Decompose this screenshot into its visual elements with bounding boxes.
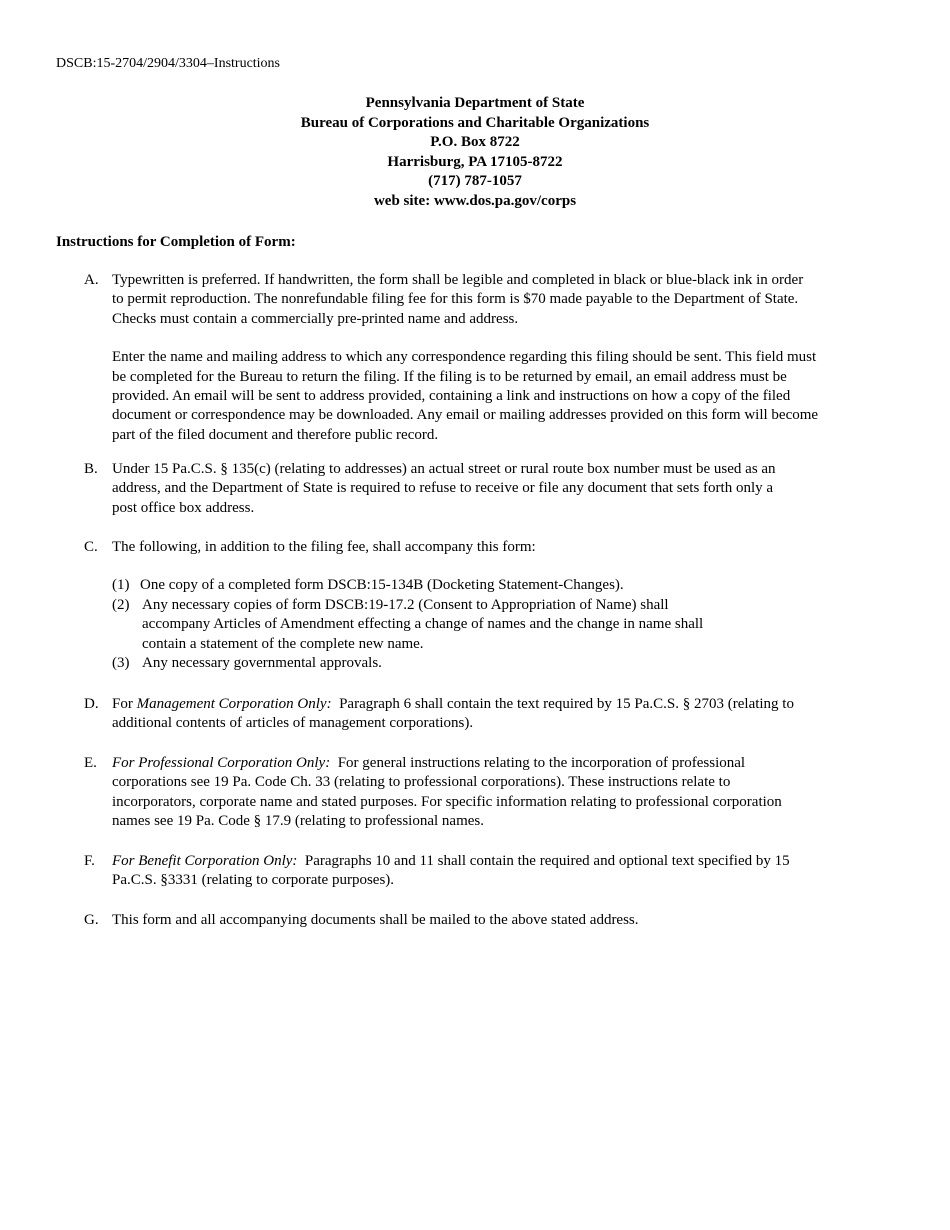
- text-line: [112, 754, 894, 773]
- text-line: to permit reproduction. The nonrefundable filing fee for this form is $70 made payable to the Department of State.: [112, 291, 799, 308]
- sub-item-1: [112, 576, 894, 595]
- text-line: contain a statement of the complete new name.: [142, 635, 424, 652]
- text-segment: Paragraphs 10 and 11 shall contain the required and optional text specified by 15: [297, 853, 790, 869]
- instruction-item-a: [84, 271, 894, 445]
- item-letter: B.: [84, 461, 98, 477]
- text-line: Typewritten is preferred. If handwritten, the form shall be legible and completed in black or blue-black ink in order: [112, 272, 804, 288]
- item-e-paragraph: [112, 754, 894, 832]
- sub-item-number: (1): [112, 577, 130, 594]
- sub-item-number: (2): [112, 596, 130, 613]
- text-line: be completed for the Bureau to return the filing. If the filing is to be returned by email, an email address must be: [112, 368, 787, 385]
- text-line: Under 15 Pa.C.S. § 135(c) (relating to addresses) an actual street or rural route box number must be used as an: [112, 461, 776, 477]
- text-line: additional contents of articles of management corporations).: [112, 715, 474, 732]
- emphasis-heading: Management Corporation Only:: [136, 696, 332, 712]
- item-f-paragraph: [112, 852, 894, 891]
- section-title: Instructions for Completion of Form:: [56, 234, 296, 250]
- instruction-item-c: [84, 538, 894, 673]
- item-letter: G.: [84, 912, 99, 928]
- sub-item-text: Any necessary governmental approvals.: [142, 655, 382, 672]
- instruction-item-e: [84, 754, 894, 832]
- text-line: accompany Articles of Amendment effecting a change of names and the change in name shall: [142, 616, 704, 633]
- bureau-name: Bureau of Corporations and Charitable Organizations: [300, 114, 650, 131]
- item-b-paragraph: [112, 460, 894, 518]
- text-line: Enter the name and mailing address to which any correspondence regarding this filing should be sent. This field must: [112, 349, 817, 366]
- department-header: [0, 94, 950, 212]
- sub-item-2: [112, 596, 894, 654]
- city-state-zip: Harrisburg, PA 17105-8722: [387, 153, 563, 170]
- text-prefix: For: [112, 696, 137, 712]
- item-letter: A.: [84, 272, 99, 288]
- text-line: document or correspondence may be downloaded. Any email or mailing addresses provided on this form will become: [112, 407, 819, 424]
- text-segment: For general instructions relating to the incorporation of professional: [330, 755, 746, 771]
- text-line: [112, 852, 894, 871]
- text-line: provided. An email will be sent to address provided, containing a link and instructions on how a copy of the filed: [112, 388, 791, 405]
- item-letter: E.: [84, 755, 97, 771]
- instruction-item-f: [84, 852, 894, 891]
- text-line: part of the filed document and therefore public record.: [112, 426, 439, 443]
- text-line: corporations see 19 Pa. Code Ch. 33 (relating to professional corporations). These instructions relate to: [112, 774, 731, 791]
- sub-item-text: One copy of a completed form DSCB:15-134B (Docketing Statement-Changes).: [140, 577, 624, 594]
- text-line: [112, 695, 894, 714]
- text-line: names see 19 Pa. Code § 17.9 (relating to professional names.: [112, 813, 484, 830]
- item-d-paragraph: [112, 695, 894, 734]
- form-code: DSCB:15-2704/2904/3304–Instructions: [56, 56, 281, 71]
- department-name: Pennsylvania Department of State: [365, 95, 585, 111]
- text-segment: Paragraph 6 shall contain the text required by 15 Pa.C.S. § 2703 (relating to: [331, 696, 794, 712]
- item-letter: C.: [84, 539, 98, 555]
- sub-item-3: [112, 654, 894, 673]
- text-line: incorporators, corporate name and stated purposes. For specific information relating to professional corporation: [112, 793, 782, 810]
- emphasis-heading: For Benefit Corporation Only:: [112, 853, 298, 869]
- text-line: Any necessary copies of form DSCB:19-17.2 (Consent to Appropriation of Name) shall: [142, 596, 669, 613]
- po-box: P.O. Box 8722: [430, 134, 520, 151]
- text-line: address, and the Department of State is required to refuse to receive or file any document that sets forth only a: [112, 480, 774, 497]
- item-a-paragraph-2: [112, 348, 894, 445]
- text-line: Checks must contain a commercially pre-printed name and address.: [112, 310, 519, 327]
- item-letter: D.: [84, 696, 99, 712]
- text-line: post office box address.: [112, 499, 255, 516]
- item-letter: F.: [84, 853, 95, 869]
- instruction-item-g: [84, 911, 894, 930]
- instruction-item-d: [84, 695, 894, 734]
- item-g-paragraph: This form and all accompanying documents shall be mailed to the above stated address.: [112, 912, 639, 928]
- accompanying-documents-list: [112, 576, 894, 673]
- phone-number: (717) 787-1057: [428, 173, 522, 190]
- emphasis-heading: For Professional Corporation Only:: [112, 755, 331, 771]
- website: web site: www.dos.pa.gov/corps: [373, 192, 577, 209]
- item-c-intro: The following, in addition to the filing fee, shall accompany this form:: [112, 539, 536, 555]
- instruction-item-b: [84, 460, 894, 518]
- sub-item-number: (3): [112, 655, 130, 672]
- text-line: Pa.C.S. §3331 (relating to corporate purposes).: [112, 872, 395, 889]
- item-a-paragraph-1: [112, 271, 894, 329]
